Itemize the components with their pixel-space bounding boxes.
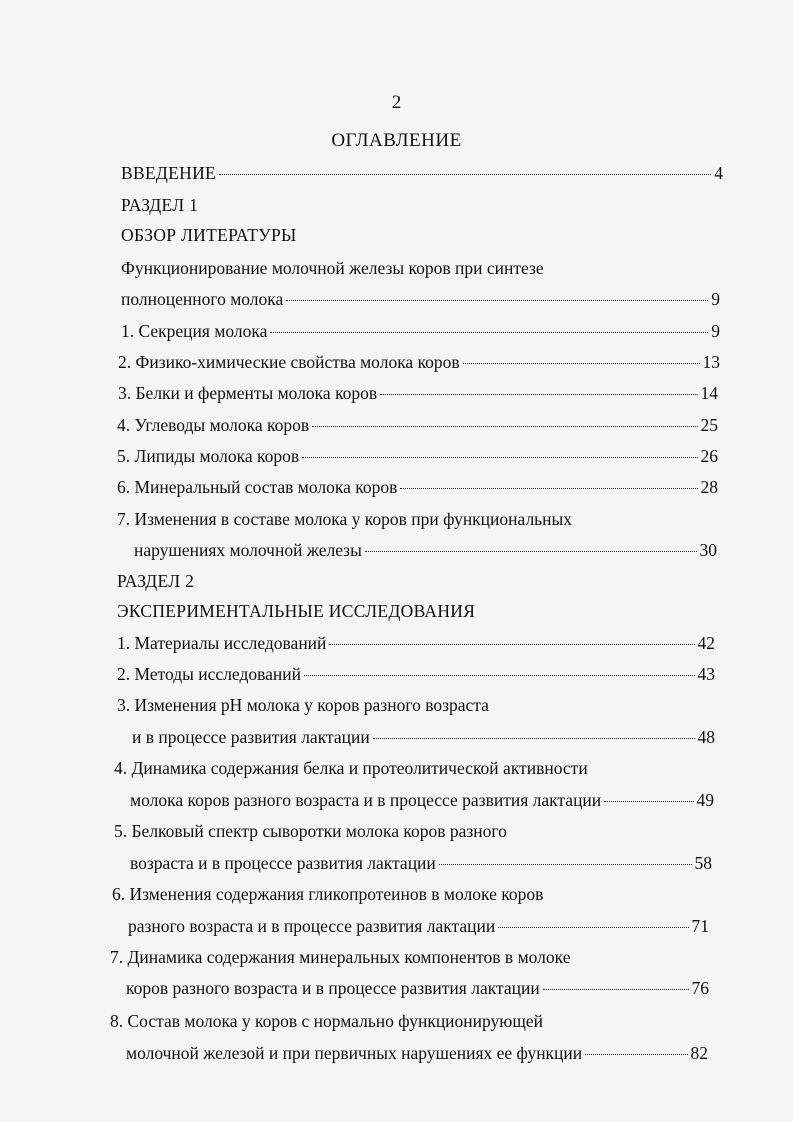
toc-entry: 7. Изменения в составе молока у коров при функциональных — [117, 509, 573, 529]
toc-entry: 6. Минеральный состав молока коров 28 — [117, 477, 718, 497]
page-number: 2 — [391, 92, 402, 113]
toc-entry: коров разного возраста и в процессе развития лактации 76 — [126, 978, 709, 998]
toc-section-1-title: ОБЗОР ЛИТЕРАТУРЫ — [121, 225, 297, 245]
toc-entry: и в процессе развития лактации 48 — [132, 727, 715, 747]
toc-entry: Функционирование молочной железы коров при синтезе — [121, 258, 544, 278]
toc-section-2-title: ЭКСПЕРИМЕНТАЛЬНЫЕ ИССЛЕДОВАНИЯ — [117, 601, 476, 621]
toc-entry: разного возраста и в процессе развития лактации 71 — [128, 916, 709, 936]
toc-entry: 2. Физико-химические свойства молока коров 13 — [118, 352, 720, 372]
toc-entry: возраста и в процессе развития лактации 58 — [130, 853, 712, 873]
toc-entry: 5. Липиды молока коров 26 — [117, 446, 718, 466]
toc-entry: нарушениях молочной железы 30 — [134, 540, 717, 560]
toc-entry: полноценного молока 9 — [121, 289, 720, 309]
toc-entry-introduction: ВВЕДЕНИЕ 4 — [121, 163, 723, 183]
toc-entry: 1. Секреция молока 9 — [121, 321, 720, 341]
toc-entry: 2. Методы исследований 43 — [117, 664, 715, 684]
toc-entry: 4. Динамика содержания белка и протеолитической активности — [114, 758, 588, 778]
toc-section-1: РАЗДЕЛ 1 — [121, 195, 199, 215]
toc-entry: молочной железой и при первичных нарушениях ее функции 82 — [126, 1043, 708, 1063]
toc-title: ОГЛАВЛЕНИЕ — [331, 130, 462, 151]
toc-entry: 3. Белки и ферменты молока коров 14 — [118, 383, 718, 403]
toc-entry: 7. Динамика содержания минеральных компонентов в молоке — [110, 947, 571, 967]
toc-entry: 4. Углеводы молока коров 25 — [117, 415, 718, 435]
toc-entry: 8. Состав молока у коров с нормально функционирующей — [110, 1011, 543, 1031]
toc-entry: молока коров разного возраста и в процессе развития лактации 49 — [130, 790, 714, 810]
toc-section-2: РАЗДЕЛ 2 — [117, 571, 195, 591]
toc-entry: 3. Изменения pH молока у коров разного возраста — [117, 695, 489, 715]
toc-entry: 1. Материалы исследований 42 — [117, 633, 715, 653]
toc-entry: 6. Изменения содержания гликопротеинов в молоке коров — [112, 884, 544, 904]
toc-entry: 5. Белковый спектр сыворотки молока коров разного — [114, 821, 507, 841]
